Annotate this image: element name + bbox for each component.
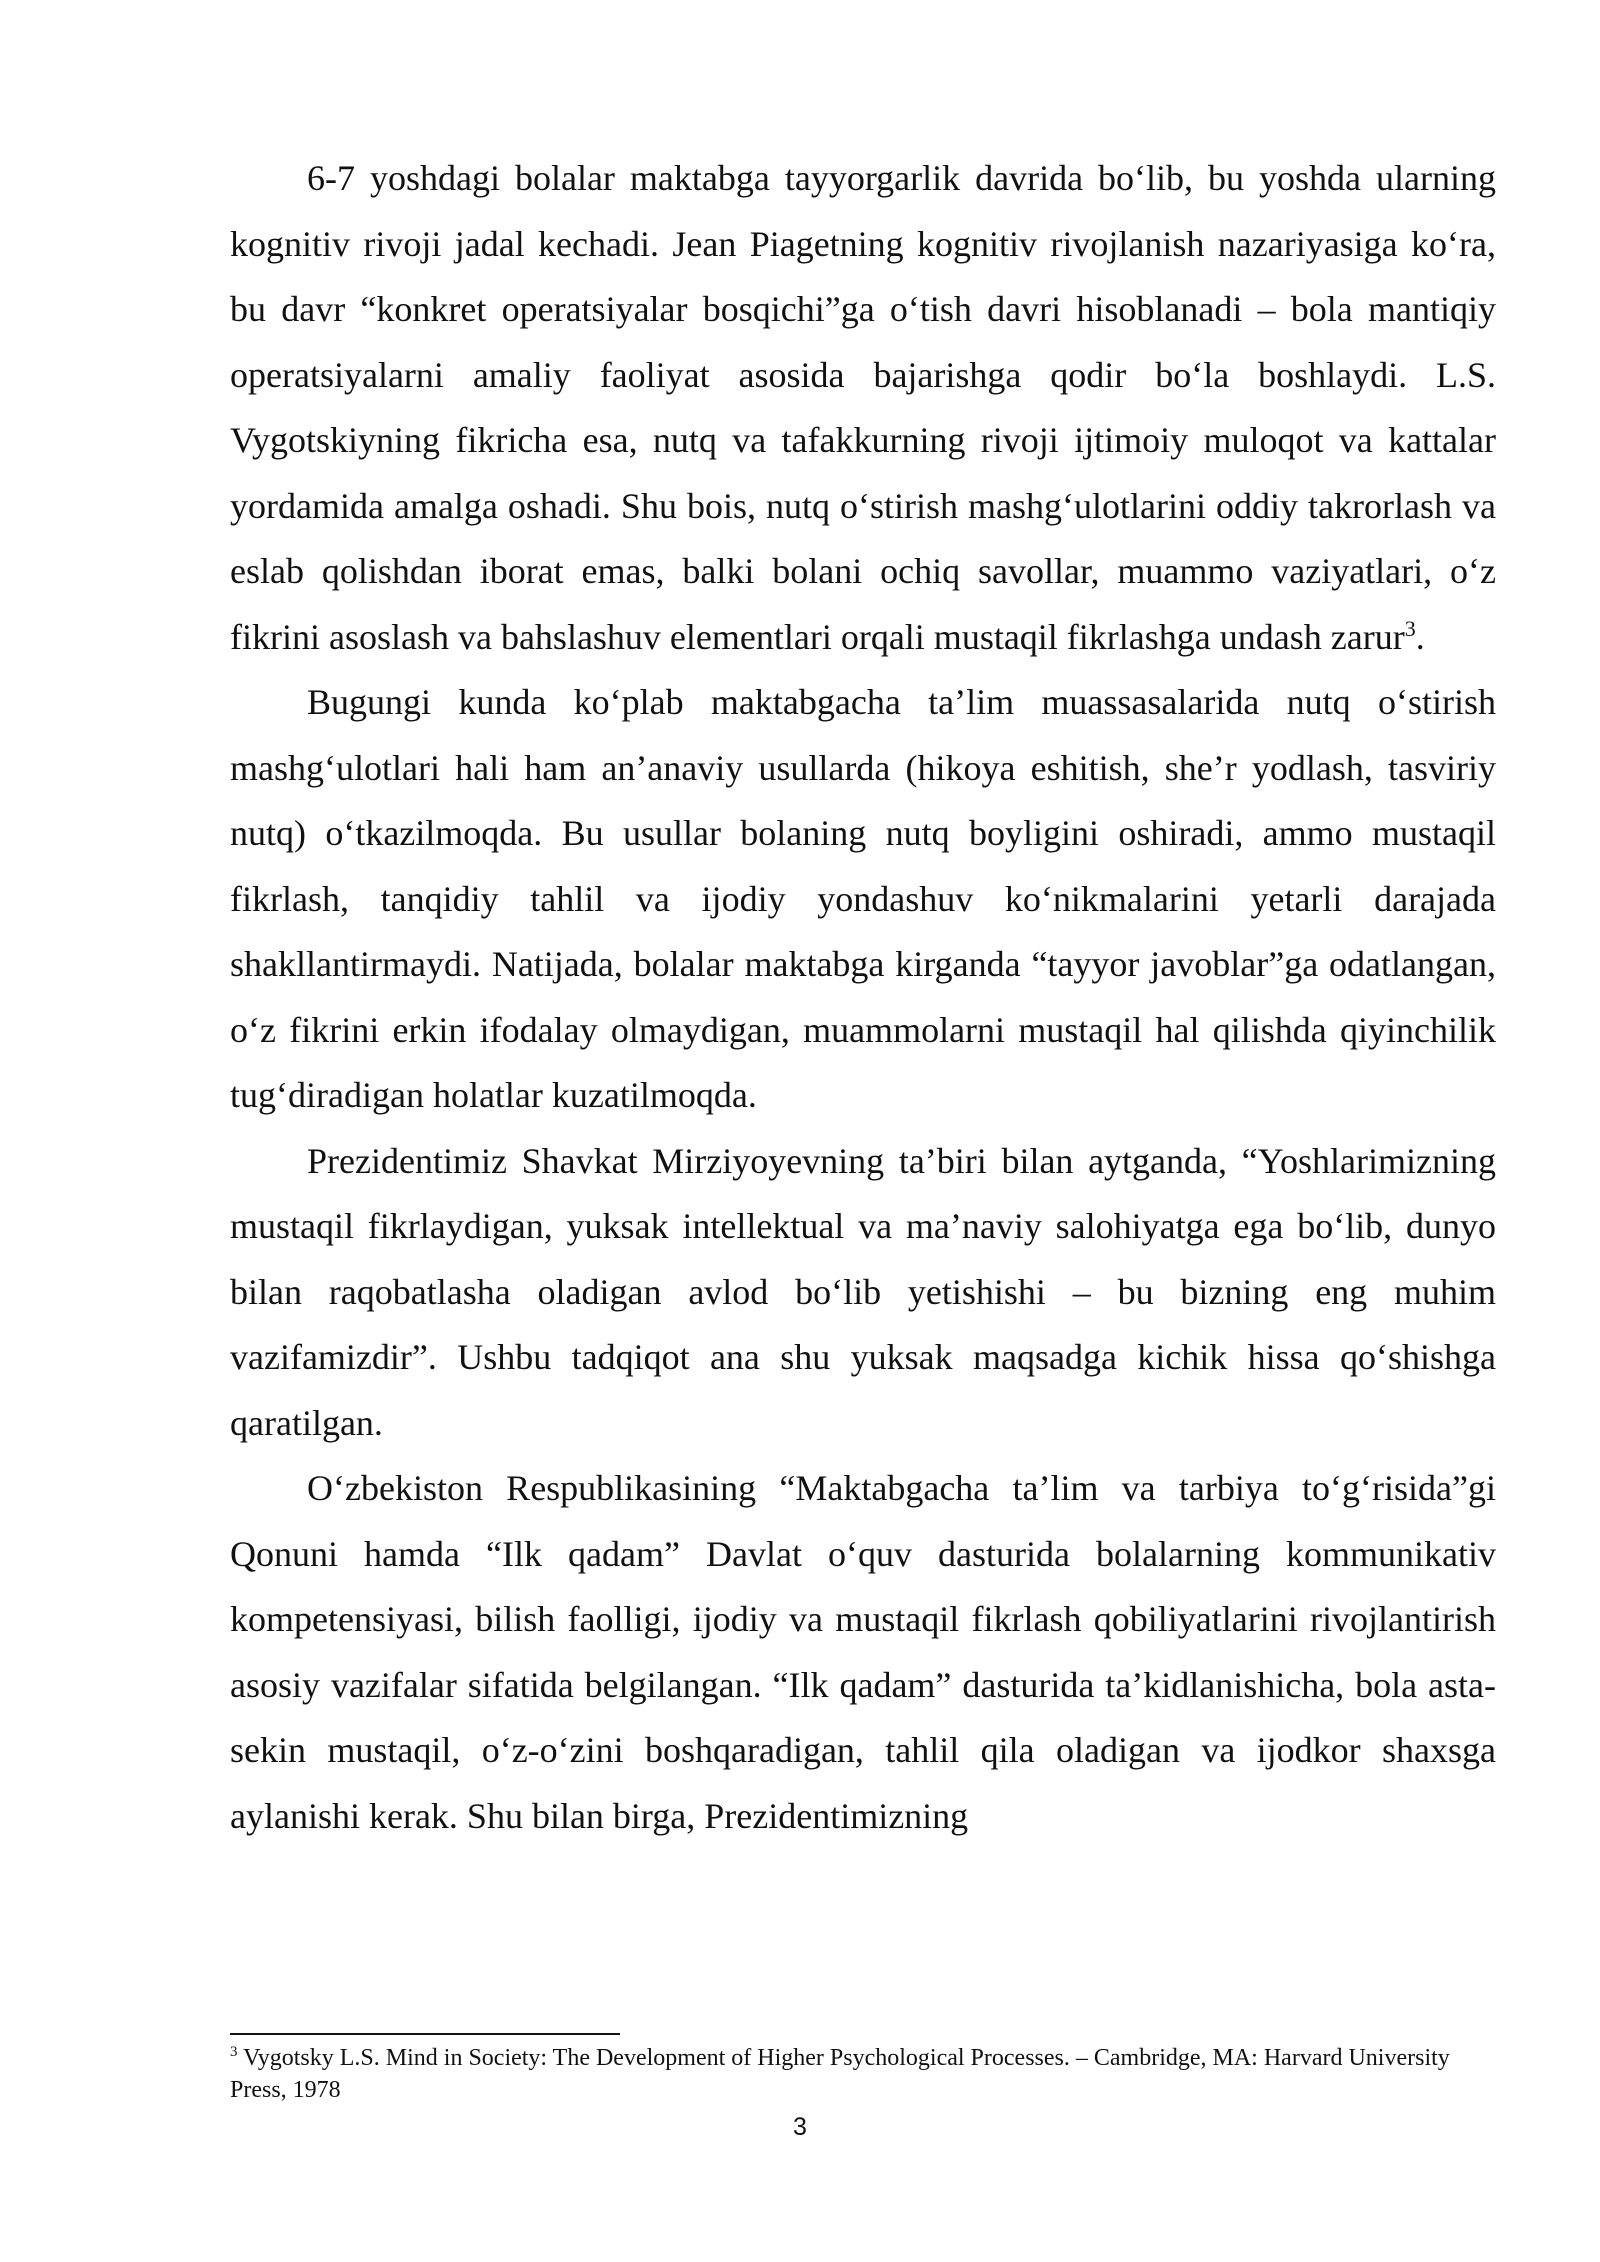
footnote	[230, 2042, 1496, 2106]
paragraph-legislation: O‘zbekiston Respublikasining “Maktabgacha ta’lim va tarbiya to‘g‘risida”gi Qonuni hamda “Ilk qadam” Davlat o‘quv dasturida bolalarning kommunikativ kompetensiyasi, bilish faolligi, ijodiy va mustaqil fikrlash qobiliyatlarini rivojlantirish asosiy vazifalar sifatida belgilangan. “Ilk qadam” dasturida ta’kidlanishicha, bola asta-sekin mustaqil, o‘z-o‘zini boshqaradigan, tahlil qila oladigan va ijodkor shaxsga aylanishi kerak. Shu bilan birga, Prezidentimizning	[230, 1468, 1496, 1836]
paragraph-president-quote: Prezidentimiz Shavkat Mirziyoyevning ta’biri bilan aytganda, “Yoshlarimizning mustaqil fikrlaydigan, yuksak intellektual va ma’naviy salohiyatga ega bo‘lib, dunyo bilan raqobatlasha oladigan avlod bo‘lib yetishishi – bu bizning eng muhim vazifamizdir”. Ushbu tadqiqot ana shu yuksak maqsadga kichik hissa qo‘shishga qaratilgan.	[230, 1140, 1496, 1443]
footnote-reference: 3	[1404, 615, 1416, 641]
footnote-separator	[230, 2033, 620, 2035]
footnote-number: 3	[230, 2044, 238, 2060]
paragraph-text: 6-7 yoshdagi bolalar maktabga tayyorgarlik davrida bo‘lib, bu yoshda ularning kognitiv rivoji jadal kechadi. Jean Piagetning kognitiv rivojlanish nazariyasiga ko‘ra, bu davr “konkret operatsiyalar bosqichi”ga o‘tish davri hisoblanadi – bola mantiqiy operatsiyalarni amaliy faoliyat asosida bajarishga qodir bo‘la boshlaydi. L.S. Vygotskiyning fikricha esa, nutq va tafakkurning rivoji ijtimoiy muloqot va kattalar yordamida amalga oshadi. Shu bois, nutq o‘stirish mashg‘ulotlarini oddiy takrorlash va eslab qolishdan iborat emas, balki bolani ochiq savollar, muammo vaziyatlari, o‘z fikrini asoslash va bahslashuv elementlari orqali mustaqil fikrlashga undash zarur	[230, 158, 1496, 657]
paragraph-tail: .	[1415, 616, 1425, 657]
paragraph-cognitive-development	[230, 146, 1496, 670]
footnote-text: Vygotsky L.S. Mind in Society: The Development of Higher Psychological Processes. – Cambridge, MA: Harvard University Press, 1978	[230, 2045, 1450, 2103]
paragraph-current-practice: Bugungi kunda ko‘plab maktabgacha ta’lim muassasalarida nutq o‘stirish mashg‘ulotlari hali ham an’anaviy usullarda (hikoya eshitish, she’r yodlash, tasviriy nutq) o‘tkazilmoqda. Bu usullar bolaning nutq boyligini oshiradi, ammo mustaqil fikrlash, tanqidiy tahlil va ijodiy yondashuv ko‘nikmalarini yetarli darajada shakllantirmaydi. Natijada, bolalar maktabga kirganda “tayyor javoblar”ga odatlangan, o‘z fikrini erkin ifodalay olmaydigan, muammolarni mustaqil hal qilishda qiyinchilik tug‘diradigan holatlar kuzatilmoqda.	[230, 682, 1496, 1115]
page-number: 3	[793, 2113, 807, 2141]
document-body	[230, 146, 1496, 1849]
